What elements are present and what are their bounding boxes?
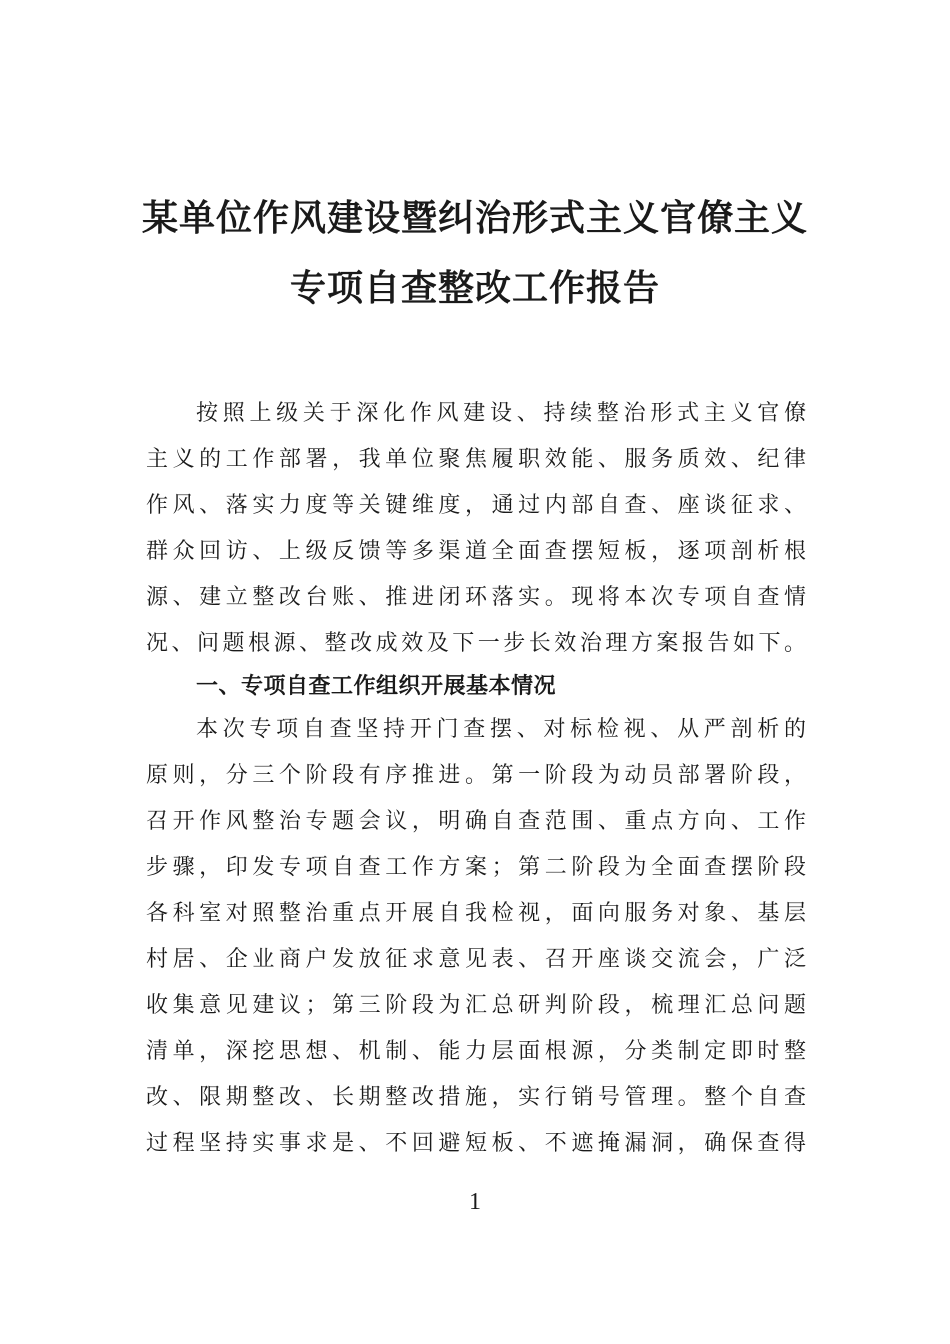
report-title-line-2: 专项自查整改工作报告: [289, 267, 660, 309]
section-1-paragraph-line: 改、限期整改、长期整改措施，实行销号管理。整个自查: [146, 1085, 806, 1110]
intro-paragraph-line: 况、问题根源、整改成效及下一步长效治理方案报告如下。: [146, 631, 806, 656]
intro-paragraph-line: 源、建立整改台账、推进闭环落实。现将本次专项自查情: [146, 585, 806, 610]
section-1-paragraph-line: 清单，深挖思想、机制、能力层面根源，分类制定即时整: [146, 1039, 806, 1064]
intro-paragraph-line: 主义的工作部署，我单位聚焦履职效能、服务质效、纪律: [146, 447, 806, 472]
page-number: 1: [469, 1189, 481, 1215]
section-1-paragraph-line: 步骤，印发专项自查工作方案；第二阶段为全面查摆阶段: [146, 855, 806, 880]
section-1-heading: 一、专项自查工作组织开展基本情况: [196, 674, 557, 699]
section-1-paragraph-line: 收集意见建议；第三阶段为汇总研判阶段，梳理汇总问题: [146, 993, 806, 1018]
report-title-line-1: 某单位作风建设暨纠治形式主义官僚主义: [141, 197, 808, 239]
section-1-paragraph-line: 各科室对照整治重点开展自我检视，面向服务对象、基层: [146, 901, 806, 926]
intro-paragraph-line: 作风、落实力度等关键维度，通过内部自查、座谈征求、: [146, 493, 806, 518]
section-1-paragraph-line: 召开作风整治专题会议，明确自查范围、重点方向、工作: [146, 809, 806, 834]
section-1-paragraph-line: 过程坚持实事求是、不回避短板、不遮掩漏洞，确保查得: [146, 1131, 806, 1156]
intro-paragraph-line: 群众回访、上级反馈等多渠道全面查摆短板，逐项剖析根: [146, 539, 806, 564]
intro-paragraph-line: 按照上级关于深化作风建设、持续整治形式主义官僚: [196, 401, 806, 426]
section-1-paragraph-line: 村居、企业商户发放征求意见表、召开座谈交流会，广泛: [146, 947, 806, 972]
section-1-paragraph-line: 本次专项自查坚持开门查摆、对标检视、从严剖析的: [196, 717, 806, 742]
section-1-paragraph-line: 原则，分三个阶段有序推进。第一阶段为动员部署阶段，: [146, 763, 806, 788]
